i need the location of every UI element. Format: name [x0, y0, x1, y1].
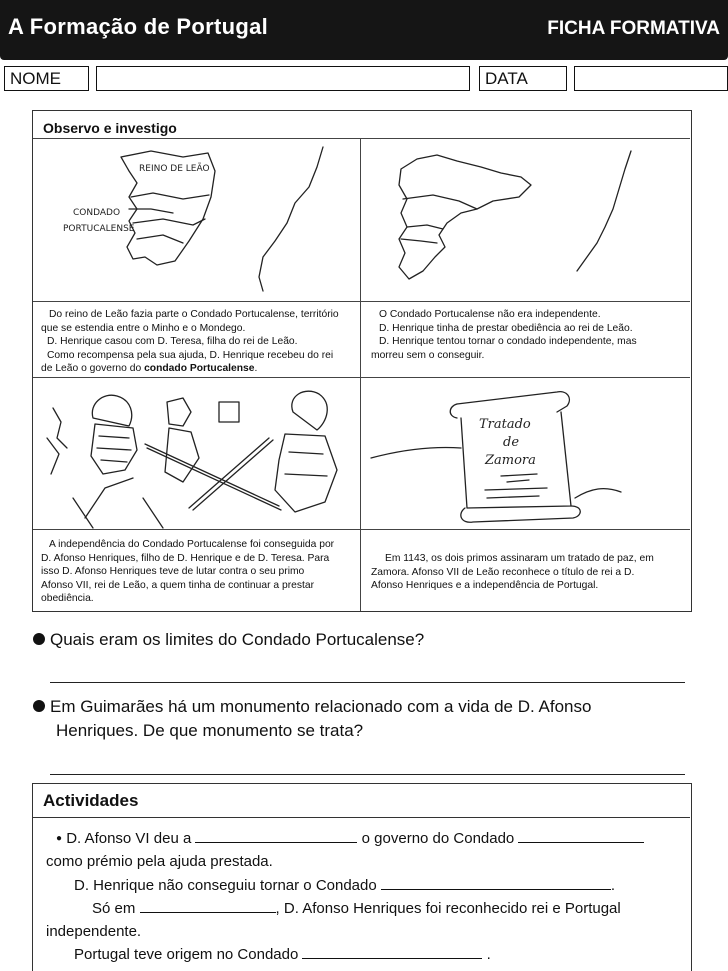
highlight-county: condado Portucalense — [144, 363, 255, 375]
investigate-title: Observo e investigo — [43, 120, 177, 136]
activity-1-cont: como prémio pela ajuda prestada. — [46, 853, 273, 870]
activity-4-line: Portugal teve origem no Condado . — [74, 946, 491, 963]
caption-1: Do reino de Leão fazia parte o Condado Portucalense, território que se estendia entre o Minho e o Mondego. D. Henrique casou com D. Teresa, filha do rei de Leão. Como recompensa pela sua ajuda, D. Henrique recebeu do rei de Leão o governo do condado Portucalense. — [41, 309, 339, 375]
battle-cell — [33, 378, 361, 530]
caption-cell-1 — [33, 302, 361, 378]
investigate-panel — [32, 110, 692, 612]
caption-2: O Condado Portucalense não era independente. D. Henrique tinha de prestar obediência ao rei de Leão. D. Henrique tentou tornar o condado independente, mas morreu sem o conseguir. — [371, 309, 637, 361]
treaty-text-2: de — [503, 435, 520, 450]
answer-line-2[interactable] — [50, 774, 685, 775]
caption-cell-2 — [361, 302, 690, 378]
battle-drawing — [33, 378, 361, 530]
blank-field[interactable] — [195, 829, 357, 843]
bullet-icon: ● — [56, 833, 63, 844]
caption-3: A independência do Condado Portucalense foi conseguida por D. Afonso Henriques, filho de D. Henrique e de D. Teresa. Para isso D. Afonso Henriques teve de lutar contra o seu primo Afonso VII, rei de Leão, a quem tinha de continuar a prestar obediência. — [41, 539, 335, 605]
treaty-text-3: Zamora — [485, 453, 536, 468]
map-cell-iberia — [361, 139, 690, 302]
caption-cell-3 — [33, 530, 361, 611]
name-label: NOME — [4, 66, 89, 91]
blank-field[interactable] — [302, 945, 482, 959]
map-leon-county-drawing — [33, 139, 361, 302]
answer-line-1[interactable] — [50, 682, 685, 683]
date-label: DATA — [479, 66, 567, 91]
activity-3-line: Só em , D. Afonso Henriques foi reconhecido rei e Portugal — [92, 900, 621, 917]
name-field[interactable] — [96, 66, 470, 91]
question-2-line-2: Henriques. De que monumento se trata? — [56, 721, 364, 740]
activity-1-line: ● D. Afonso VI deu a o governo do Condado — [56, 829, 684, 849]
bullet-icon — [33, 700, 45, 712]
blank-field[interactable] — [381, 876, 611, 890]
map-label-county-1: CONDADO — [73, 208, 121, 218]
question-2-line-1: Em Guimarães há um monumento relacionado com a vida de D. Afonso — [50, 697, 592, 716]
map-label-county-2: PORTUCALENSE — [63, 224, 135, 234]
worksheet-type: FICHA FORMATIVA — [547, 18, 720, 39]
map-label-kingdom: REINO DE LEÃO — [139, 164, 210, 174]
worksheet-title: A Formação de Portugal — [8, 14, 269, 39]
activity-2-line: D. Henrique não conseguiu tornar o Condado . — [74, 877, 616, 894]
question-1: Quais eram os limites do Condado Portucalense? — [50, 630, 425, 649]
date-field[interactable] — [574, 66, 728, 91]
activities-title: Actividades — [43, 791, 139, 810]
treaty-text-1: Tratado — [479, 417, 531, 432]
map-cell-county — [33, 139, 361, 302]
bullet-icon — [33, 633, 45, 645]
divider — [33, 817, 690, 818]
blank-field[interactable] — [518, 829, 644, 843]
caption-cell-4 — [361, 530, 690, 611]
header-bar — [0, 0, 728, 60]
caption-4: Em 1143, os dois primos assinaram um tratado de paz, em Zamora. Afonso VII de Leão reconhece o título de rei a D. Afonso Henriques e a independência de Portugal. — [371, 553, 654, 592]
treaty-cell — [361, 378, 690, 530]
blank-field[interactable] — [140, 899, 276, 913]
map-iberia-drawing — [361, 139, 690, 302]
treaty-scroll-drawing — [361, 378, 690, 530]
activity-3-cont: independente. — [46, 923, 142, 940]
